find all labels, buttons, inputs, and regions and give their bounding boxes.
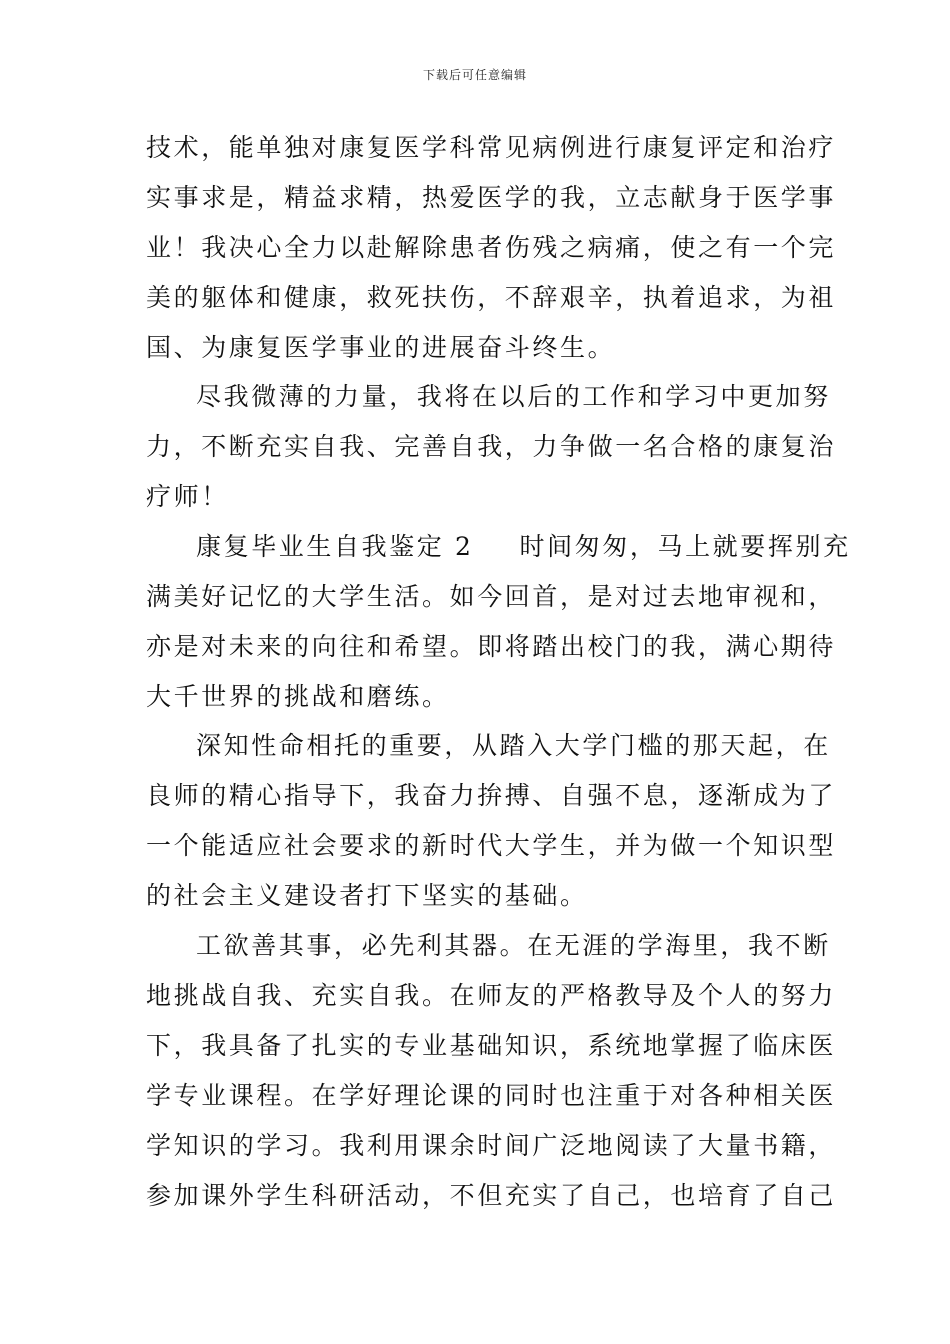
body-line: 疗师！ bbox=[146, 482, 229, 511]
body-line: 参加课外学生科研活动，不但充实了自己，也培育了自己 bbox=[146, 1181, 837, 1210]
section-title: 康复毕业生自我鉴定 2 bbox=[196, 532, 474, 561]
body-line: 大千世界的挑战和磨练。 bbox=[146, 682, 450, 711]
body-line: 实事求是，精益求精，热爱医学的我，立志献身于医学事 bbox=[146, 183, 837, 212]
body-line: 技术，能单独对康复医学科常见病例进行康复评定和治疗 bbox=[146, 133, 837, 162]
page-header: 下载后可任意编辑 bbox=[422, 68, 527, 82]
body-line: 业！我决心全力以赴解除患者伤残之病痛，使之有一个完 bbox=[146, 233, 837, 262]
body-line: 的社会主义建设者打下坚实的基础。 bbox=[146, 881, 588, 910]
body-line: 尽我微薄的力量，我将在以后的工作和学习中更加努 bbox=[196, 382, 831, 411]
body-line: 一个能适应社会要求的新时代大学生，并为做一个知识型 bbox=[146, 831, 837, 860]
body-line: 地挑战自我、充实自我。在师友的严格教导及个人的努力 bbox=[146, 981, 837, 1010]
body-line: 下，我具备了扎实的专业基础知识，系统地掌握了临床医 bbox=[146, 1031, 837, 1060]
body-line: 学专业课程。在学好理论课的同时也注重于对各种相关医 bbox=[146, 1081, 837, 1110]
body-line: 力，不断充实自我、完善自我，力争做一名合格的康复治 bbox=[146, 432, 837, 461]
body-line: 满美好记忆的大学生活。如今回首，是对过去地审视和， bbox=[146, 582, 837, 611]
section-heading-line bbox=[196, 530, 851, 564]
body-line: 亦是对未来的向往和希望。即将踏出校门的我，满心期待 bbox=[146, 632, 837, 661]
body-line: 工欲善其事，必先利其器。在无涯的学海里，我不断 bbox=[196, 931, 831, 960]
body-line: 国、为康复医学事业的进展奋斗终生。 bbox=[146, 333, 616, 362]
body-line: 深知性命相托的重要，从踏入大学门槛的那天起，在 bbox=[196, 731, 831, 760]
body-line: 良师的精心指导下，我奋力拚搏、自强不息，逐渐成为了 bbox=[146, 781, 837, 810]
body-line: 美的躯体和健康，救死扶伤，不辞艰辛，执着追求，为祖 bbox=[146, 283, 837, 312]
body-line: 学知识的学习。我利用课余时间广泛地阅读了大量书籍， bbox=[146, 1131, 837, 1160]
body-text: 时间匆匆，马上就要挥别充 bbox=[519, 532, 851, 561]
